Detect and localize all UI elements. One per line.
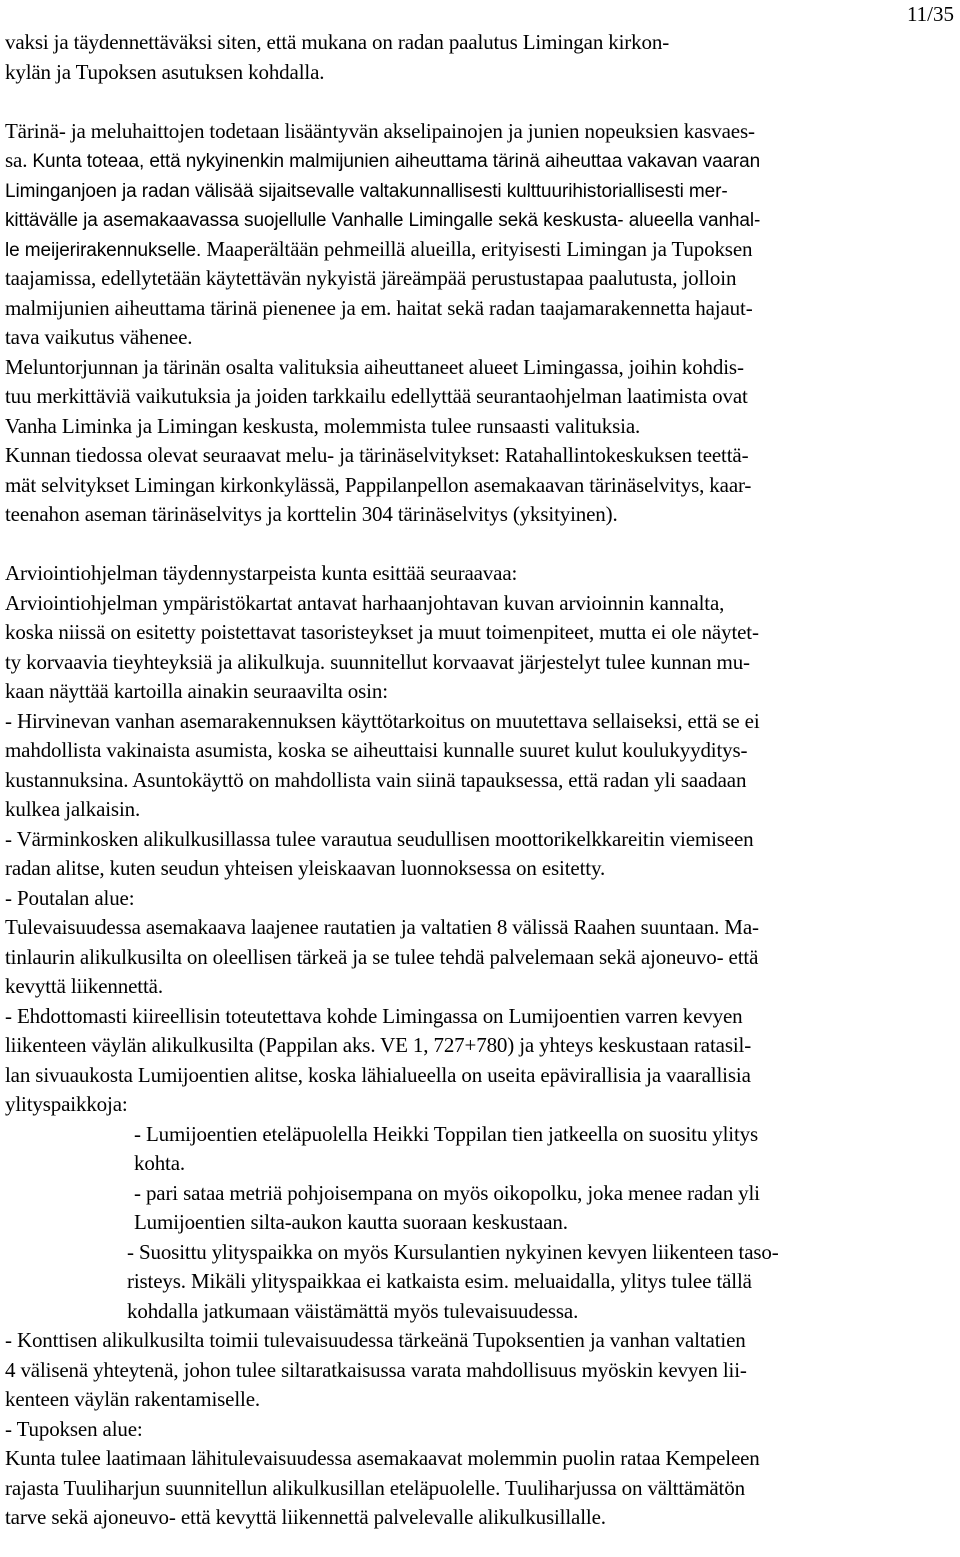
text-line-content: kulkea jalkaisin. — [5, 797, 141, 821]
text-line — [5, 559, 955, 589]
text-line-content: - Tupoksen alue: — [5, 1416, 143, 1441]
text-line-prefix: sa. — [5, 148, 33, 172]
text-line — [5, 471, 955, 501]
text-line-content: Tulevaisuudessa asemakaava laajenee rautatien ja valtatien 8 välissä Raahen suuntaan. Ma- — [5, 915, 759, 939]
text-line — [5, 1061, 955, 1091]
text-line-content: - Suosittu ylityspaikka on myös Kursulantien nykyinen kevyen liikenteen taso- — [127, 1239, 779, 1264]
text-line — [5, 1149, 955, 1179]
text-line-content: tava vaikutus vähenee. — [5, 325, 193, 349]
text-line-content: kohdalla jatkumaan väistämättä myös tulevaisuudessa. — [127, 1298, 579, 1323]
text-line-content: kustannuksina. Asuntokäyttö on mahdollista vain siinä tapauksessa, että radan yli saadaan — [5, 767, 747, 792]
text-line — [5, 1031, 955, 1061]
text-line — [5, 500, 955, 530]
text-line — [5, 766, 955, 796]
text-line — [5, 382, 955, 412]
text-line — [5, 884, 955, 914]
text-line — [5, 1002, 955, 1032]
text-line-content: vaksi ja täydennettäväksi siten, että mukana on radan paalutus Limingan kirkon- — [5, 30, 670, 54]
text-line — [5, 353, 955, 383]
text-line-content: malmijunien aiheuttama tärinä pienenee ja em. haitat sekä radan taajamarakennetta hajaut- — [5, 295, 753, 320]
text-line — [5, 1415, 955, 1445]
text-line — [5, 176, 955, 206]
text-line-content: kaan näyttää kartoilla ainakin seuraavilta osin: — [5, 679, 388, 703]
text-line-content: Kunta tulee laatimaan lähitulevaisuudessa asemakaavat molemmin puolin rataa Kempeleen — [5, 1446, 760, 1470]
text-line — [5, 795, 955, 825]
text-line-content: Lumijoentien silta-aukon kautta suoraan keskustaan. — [134, 1210, 568, 1234]
text-line-content: Tärinä- ja meluhaittojen todetaan lisääntyvän akselipainojen ja junien nopeuksien kasvaes- — [5, 118, 755, 143]
text-line-content: kohta. — [134, 1151, 186, 1175]
text-line-content: Kunnan tiedossa olevat seuraavat melu- ja tärinäselvitykset: Ratahallintokeskuksen teettä- — [5, 443, 749, 467]
text-line — [5, 913, 955, 943]
text-line — [5, 1356, 955, 1386]
blank-line — [5, 87, 955, 117]
text-line-content: - Lumijoentien eteläpuolella Heikki Toppilan tien jatkeella on suositu ylitys — [134, 1121, 759, 1146]
text-line — [5, 235, 955, 265]
text-line — [5, 1385, 955, 1415]
text-line — [5, 146, 955, 176]
text-line — [5, 1326, 955, 1356]
text-line-content: - Ehdottomasti kiireellisin toteutettava kohde Limingassa on Lumijoentien varren kevyen — [5, 1003, 743, 1028]
text-line — [5, 1474, 955, 1504]
text-line — [5, 1208, 955, 1238]
text-line — [5, 1267, 955, 1297]
text-line-prefix: le meijerirakennukselle. — [5, 239, 207, 261]
text-line-content: mät selvitykset Limingan kirkonkylässä, Pappilanpellon asemakaavan tärinäselvitys, kaar- — [5, 472, 752, 497]
text-line — [5, 323, 955, 353]
text-line — [5, 972, 955, 1002]
text-line — [5, 648, 955, 678]
text-line-content: Maaperältään pehmeillä alueilla, erityisesti Limingan ja Tupoksen — [206, 236, 753, 261]
text-line — [5, 205, 955, 235]
text-line-content: tuu merkittäviä vaikutuksia ja joiden tarkkailu edellyttää seurantaohjelman laatimista ovat — [5, 384, 748, 408]
text-line-content: kevyttä liikennettä. — [5, 974, 163, 998]
text-line — [5, 736, 955, 766]
text-line — [5, 264, 955, 294]
text-line-content: kittävälle ja asemakaavassa suojellulle Vanhalle Limingalle sekä keskusta- alueella vanhal- — [5, 210, 761, 231]
text-line — [5, 1297, 955, 1327]
text-line-content: lan sivuaukosta Lumijoentien alitse, koska lähialueella on useita epävirallisia ja vaarallisia — [5, 1062, 751, 1087]
text-line-content: ty korvaavia tieyhteyksiä ja alikulkuja. suunnitellut korvaavat järjestelyt tulee kunnan mu- — [5, 649, 750, 674]
text-line — [5, 412, 955, 442]
text-line — [5, 1120, 955, 1150]
text-line-content: tinlaurin alikulkusilta on oleellisen tärkeä ja se tulee tehdä palvelemaan sekä ajoneuvo- että — [5, 944, 759, 969]
text-line-content: rajasta Tuuliharjun suunnitellun alikulkusillan eteläpuolelle. Tuuliharjussa on välttämätön — [5, 1475, 745, 1500]
text-line — [5, 58, 955, 88]
document-body — [5, 28, 955, 1533]
text-line — [5, 618, 955, 648]
blank-line — [5, 530, 955, 560]
text-line-content: - Poutalan alue: — [5, 885, 135, 910]
text-line-content: teenahon aseman tärinäselvitys ja korttelin 304 tärinäselvitys (yksityinen). — [5, 502, 618, 526]
page-number: 11/35 — [906, 2, 954, 26]
text-line-content: Arviointiohjelman täydennystarpeista kunta esittää seuraavaa: — [5, 561, 518, 585]
text-line — [5, 677, 955, 707]
text-line — [5, 943, 955, 973]
text-line — [5, 707, 955, 737]
text-line-content: mahdollista vakinaista asumista, koska se aiheuttaisi kunnalle suuret kulut koulukyyditys- — [5, 738, 748, 762]
text-line-content: taajamissa, edellytetään käytettävän nykyistä järeämpää perustustapaa paalutusta, jolloin — [5, 266, 737, 290]
text-line-content: Arviointiohjelman ympäristökartat antavat harhaanjohtavan kuvan arvioinnin kannalta, — [5, 590, 725, 615]
text-line-content: ylityspaikkoja: — [5, 1092, 128, 1116]
text-line — [5, 825, 955, 855]
text-line — [5, 1444, 955, 1474]
text-line-content: - pari sataa metriä pohjoisempana on myös oikopolku, joka menee radan yli — [134, 1180, 760, 1205]
text-line-content: kenteen väylän rakentamiselle. — [5, 1387, 260, 1411]
text-line-content: - Konttisen alikulkusilta toimii tulevaisuudessa tärkeänä Tupoksentien ja vanhan valtatien — [5, 1328, 746, 1352]
text-line-content: risteys. Mikäli ylityspaikkaa ei katkaista esim. meluaidalla, ylitys tulee tällä — [127, 1269, 752, 1293]
text-line — [5, 294, 955, 324]
text-line — [5, 1503, 955, 1533]
text-line — [5, 1238, 955, 1268]
text-line-content: - Hirvinevan vanhan asemarakennuksen käyttötarkoitus on muutettava sellaiseksi, että se ei — [5, 708, 760, 733]
text-line — [5, 589, 955, 619]
text-line-content: 4 välisenä yhteytenä, johon tulee siltaratkaisussa varata mahdollisuus myöskin kevyen lii- — [5, 1357, 747, 1382]
text-line-content: Vanha Liminka ja Limingan keskusta, molemmista tulee runsaasti valituksia. — [5, 413, 641, 438]
text-line-content: - Värminkosken alikulkusillassa tulee varautua seudullisen moottorikelkkareitin viemiseen — [5, 826, 754, 851]
text-line-content: Liminganjoen ja radan välisää sijaitsevalle valtakunnallisesti kulttuurihistoriallisesti mer- — [5, 180, 728, 202]
text-line — [5, 854, 955, 884]
text-line-content: radan alitse, kuten seudun yhteisen yleiskaavan luonnoksessa on esitetty. — [5, 856, 606, 880]
text-line-content: tarve sekä ajoneuvo- että kevyttä liikennettä palvelevalle alikulkusillalle. — [5, 1505, 606, 1529]
text-line-content: kylän ja Tupoksen asutuksen kohdalla. — [5, 59, 325, 84]
text-line-content: koska niissä on esitetty poistettavat tasoristeykset ja muut toimenpiteet, mutta ei ole näytet- — [5, 620, 759, 644]
text-line — [5, 1179, 955, 1209]
text-line-content: Kunta toteaa, että nykyinenkin malmijunien aiheuttama tärinä aiheuttaa vakavan vaaran — [32, 151, 761, 172]
text-line — [5, 28, 955, 58]
text-line-content: liikenteen väylän alikulkusilta (Pappilan aks. VE 1, 727+780) ja yhteys keskustaan ratasil- — [5, 1033, 752, 1057]
text-line — [5, 1090, 955, 1120]
text-line — [5, 117, 955, 147]
text-line — [5, 441, 955, 471]
text-line-content: Meluntorjunnan ja tärinän osalta valituksia aiheuttaneet alueet Limingassa, joihin kohdis- — [5, 354, 744, 379]
